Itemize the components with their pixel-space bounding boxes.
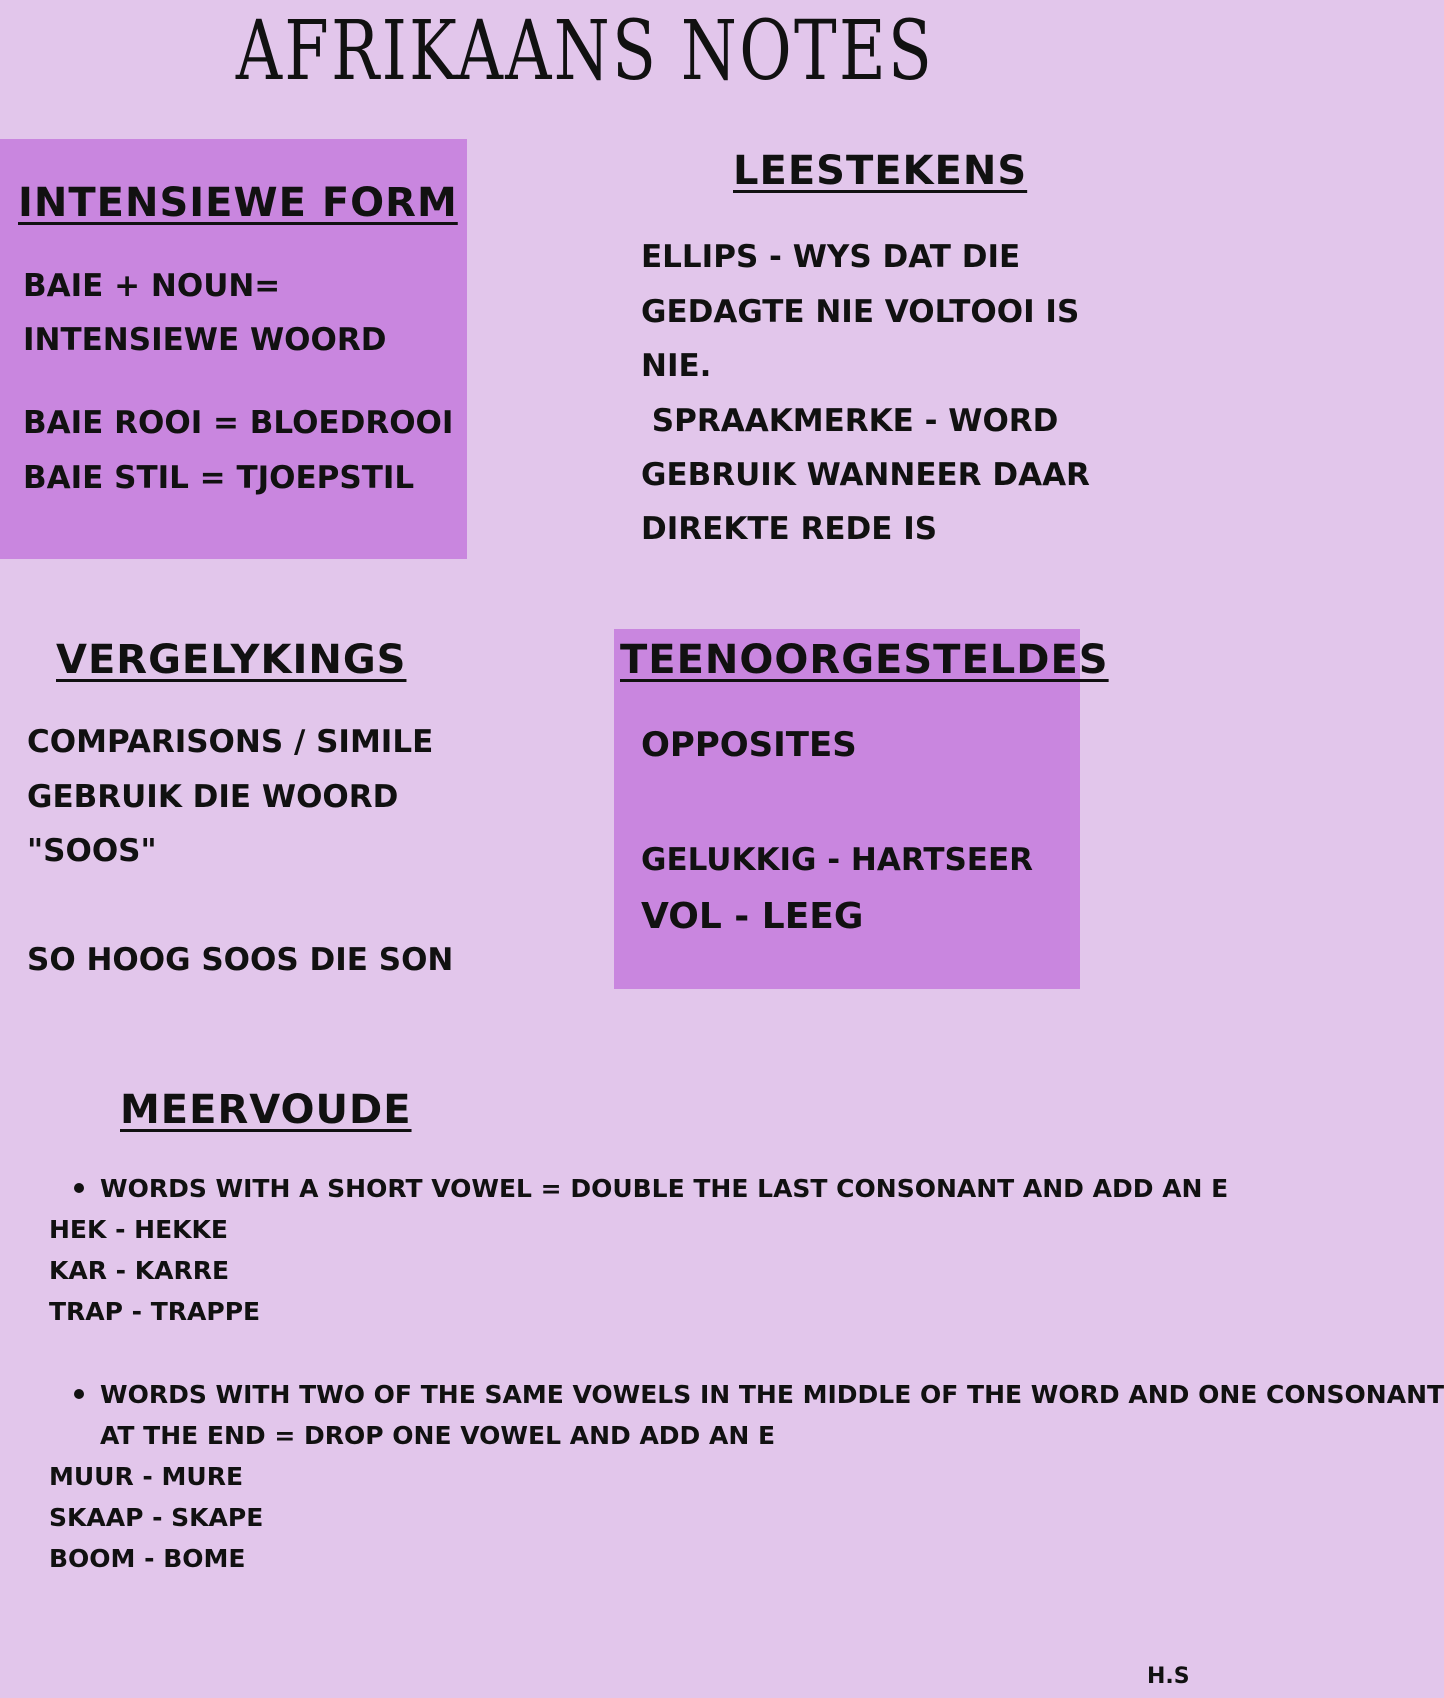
meervoude-rule: WORDS WITH TWO OF THE SAME VOWELS IN THE MIDDLE OF THE WORD AND ONE CONSONANT xyxy=(100,1380,1444,1409)
meervoude-rule: AT THE END = DROP ONE VOWEL AND ADD AN E xyxy=(100,1421,776,1450)
teenoorgesteldes-example: VOL - LEEG xyxy=(641,896,864,937)
meervoude-example: SKAAP - SKAPE xyxy=(49,1503,264,1532)
meervoude-example: MUUR - MURE xyxy=(49,1462,244,1491)
meervoude-example: HEK - HEKKE xyxy=(49,1215,228,1244)
teenoorgesteldes-heading: TEENOORGESTELDES xyxy=(620,637,1109,683)
leestekens-line: GEBRUIK WANNEER DAAR xyxy=(641,457,1090,493)
vergelykings-line: COMPARISONS / SIMILE xyxy=(27,724,434,760)
intensiewe-example: BAIE STIL = TJOEPSTIL xyxy=(23,460,415,496)
meervoude-rule: WORDS WITH A SHORT VOWEL = DOUBLE THE LAST CONSONANT AND ADD AN E xyxy=(100,1174,1229,1203)
bullet-icon xyxy=(74,1183,84,1193)
vergelykings-example: SO HOOG SOOS DIE SON xyxy=(27,942,454,978)
meervoude-heading: MEERVOUDE xyxy=(120,1087,412,1133)
leestekens-heading: LEESTEKENS xyxy=(733,148,1028,194)
page-title: AFRIKAANS NOTES xyxy=(235,4,935,99)
signature: H.S xyxy=(1147,1664,1190,1689)
vergelykings-heading: VERGELYKINGS xyxy=(56,637,407,683)
leestekens-line: ELLIPS - WYS DAT DIE xyxy=(641,239,1021,275)
meervoude-example: KAR - KARRE xyxy=(49,1256,230,1285)
bullet-icon xyxy=(74,1389,84,1399)
teenoorgesteldes-example: GELUKKIG - HARTSEER xyxy=(641,842,1034,878)
leestekens-line: DIREKTE REDE IS xyxy=(641,511,938,547)
teenoorgesteldes-subtitle: OPPOSITES xyxy=(641,725,857,765)
leestekens-line: GEDAGTE NIE VOLTOOI IS xyxy=(641,294,1080,330)
meervoude-example: BOOM - BOME xyxy=(49,1544,246,1573)
leestekens-line: SPRAAKMERKE - WORD xyxy=(641,403,1059,439)
intensiewe-heading: INTENSIEWE FORM xyxy=(18,180,458,226)
intensiewe-line: BAIE + NOUN= xyxy=(23,268,281,304)
vergelykings-line: GEBRUIK DIE WOORD xyxy=(27,779,399,815)
intensiewe-example: BAIE ROOI = BLOEDROOI xyxy=(23,405,454,441)
meervoude-example: TRAP - TRAPPE xyxy=(49,1297,261,1326)
intensiewe-line: INTENSIEWE WOORD xyxy=(23,322,387,358)
vergelykings-line: "SOOS" xyxy=(27,833,157,869)
leestekens-line: NIE. xyxy=(641,348,712,384)
